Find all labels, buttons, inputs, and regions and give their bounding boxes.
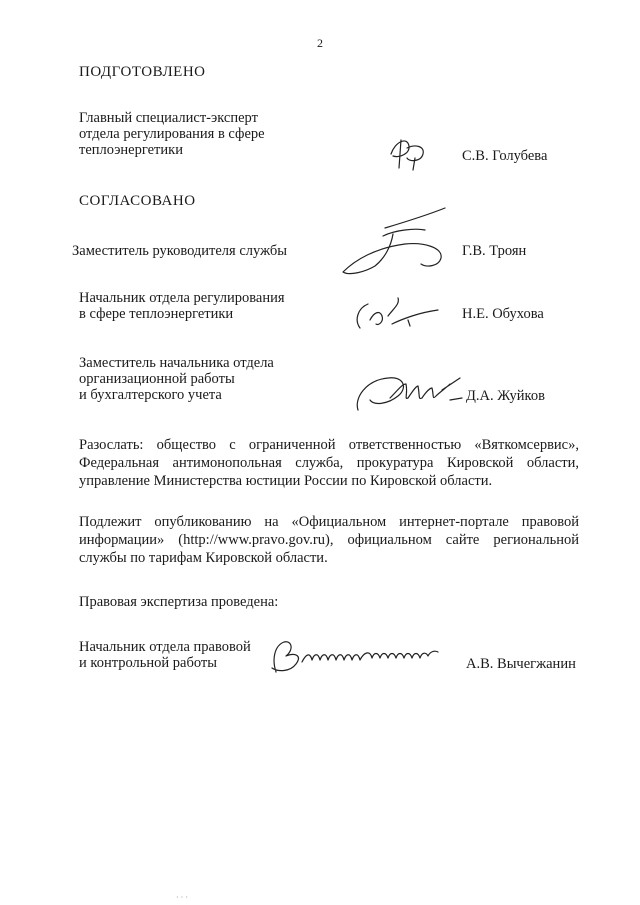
agreed-name-3: Д.А. Жуйков <box>466 388 545 404</box>
page-number: 2 <box>317 36 323 50</box>
agreed-signature-3 <box>350 370 465 415</box>
agreed-position-3: Заместитель начальника отдела организационной работы и бухгалтерского учета <box>79 355 274 403</box>
agreed-name-1: Г.В. Троян <box>462 243 527 259</box>
distribution-text: Разослать: общество с ограниченной ответственностью «Вяткомсервис», Федеральная антимонопольная служба, прокуратура Кировской области, управление Министерства юстиции России по Кировской области. <box>79 437 579 489</box>
legal-review-name: А.В. Вычегжанин <box>466 656 576 672</box>
footer-mark: · · · <box>176 893 188 902</box>
agreed-signature-1 <box>335 200 455 280</box>
publication-text: Подлежит опубликованию на «Официальном интернет-портале правовой информации» (http://www.pravo.gov.ru), официальном сайте региональной службы по тарифам Кировской области. <box>79 514 579 566</box>
agreed-signature-2 <box>348 290 448 335</box>
agreed-position-2: Начальник отдела регулирования в сфере теплоэнергетики <box>79 290 285 322</box>
prepared-position: Главный специалист-эксперт отдела регулирования в сфере теплоэнергетики <box>79 110 265 158</box>
agreed-name-2: Н.Е. Обухова <box>462 306 544 322</box>
legal-review-heading: Правовая экспертиза проведена: <box>79 594 279 610</box>
agreed-position-1: Заместитель руководителя службы <box>72 243 288 259</box>
agreed-heading: СОГЛАСОВАНО <box>79 193 196 209</box>
legal-review-signature <box>262 630 447 680</box>
legal-review-position: Начальник отдела правовой и контрольной работы <box>79 639 251 671</box>
prepared-heading: ПОДГОТОВЛЕНО <box>79 64 206 80</box>
prepared-name: С.В. Голубева <box>462 148 548 164</box>
prepared-signature <box>385 128 435 178</box>
